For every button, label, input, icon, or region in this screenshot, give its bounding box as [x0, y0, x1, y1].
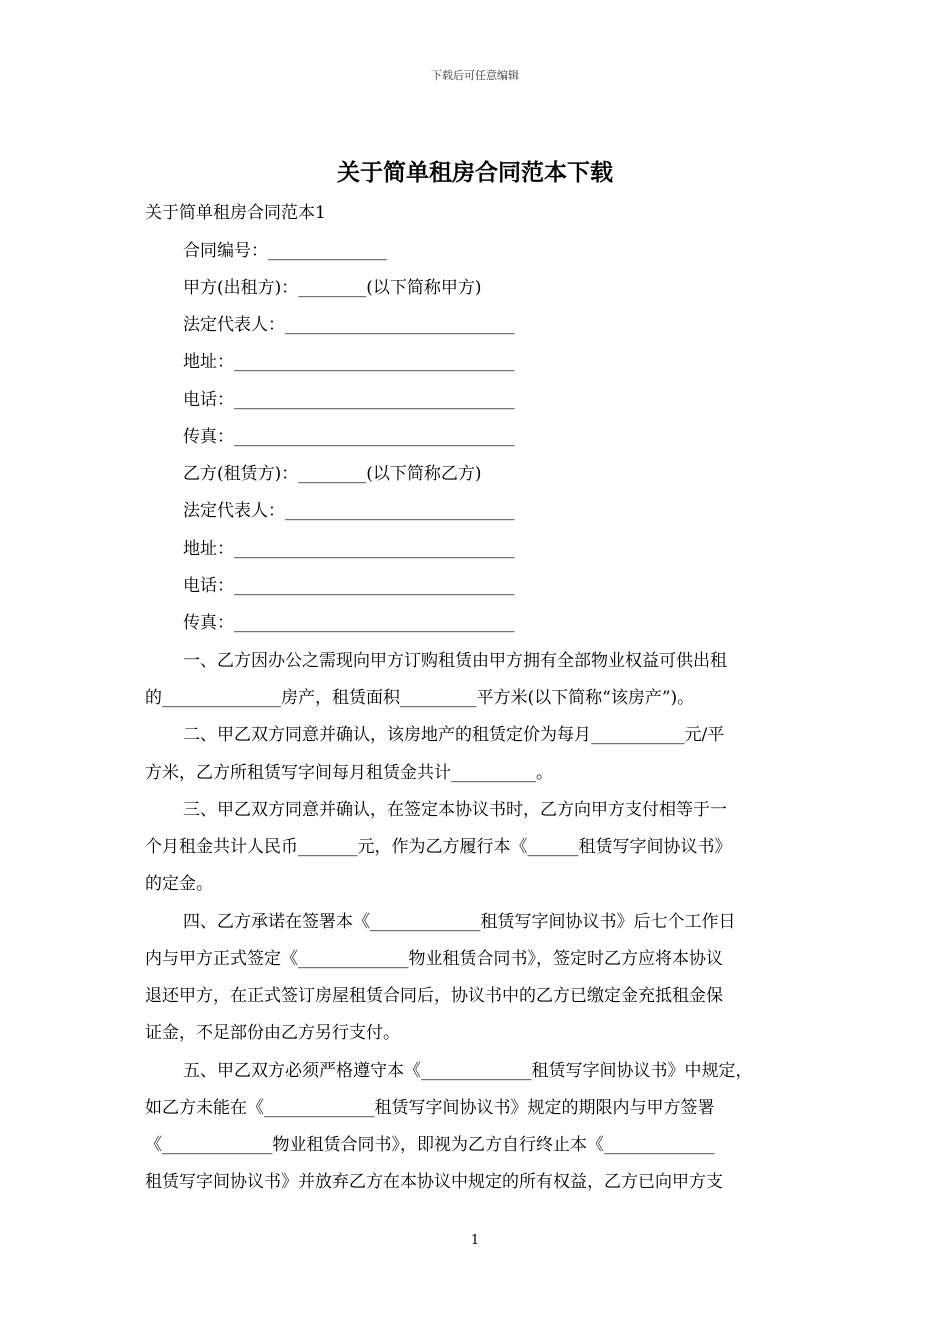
field-party-b-fax: 传真：_________________________________: [183, 613, 515, 633]
paragraph-3-line: 的定金。: [145, 874, 213, 894]
field-party-a-representative: 法定代表人：___________________________: [183, 315, 515, 335]
field-party-b-address: 地址：_________________________________: [183, 539, 515, 559]
paragraph-5-line: 《_____________物业租赁合同书》，即视为乙方自行终止本《_____________: [145, 1135, 715, 1155]
field-party-a: 甲方(出租方)：________(以下简称甲方): [183, 278, 482, 298]
field-party-b: 乙方(租赁方)：________(以下简称乙方): [183, 464, 482, 484]
field-party-a-address: 地址：_________________________________: [183, 352, 515, 372]
paragraph-2-line: 方米，乙方所租赁写字间每月租赁金共计__________。: [145, 763, 553, 783]
paragraph-3-line: 三、甲乙双方同意并确认，在签定本协议书时，乙方向甲方支付相等于一: [183, 800, 727, 820]
document-title: 关于简单租房合同范本下载: [337, 160, 613, 186]
paragraph-4-line: 退还甲方，在正式签订房屋租赁合同后，协议书中的乙方已缴定金充抵租金保: [145, 986, 723, 1006]
field-party-b-representative: 法定代表人：___________________________: [183, 501, 515, 521]
paragraph-4-line: 证金，不足部份由乙方另行支付。: [145, 1023, 400, 1043]
paragraph-5-line: 租赁写字间协议书》并放弃乙方在本协议中规定的所有权益，乙方已向甲方支: [145, 1172, 723, 1192]
page-header: 下载后可任意编辑: [431, 69, 519, 82]
paragraph-3-line: 个月租金共计人民币_______元，作为乙方履行本《______租赁写字间协议书》: [145, 837, 732, 857]
paragraph-1-line: 的______________房产，租赁面积_________平方米(以下简称“该房产”)。: [145, 688, 695, 708]
paragraph-5-line: 五、甲乙双方必须严格遵守本《_____________租赁写字间协议书》中规定，: [183, 1061, 753, 1081]
paragraph-2-line: 二、甲乙双方同意并确认，该房地产的租赁定价为每月___________元/平: [183, 725, 725, 745]
page-number: 1: [470, 1233, 480, 1248]
document-subtitle: 关于简单租房合同范本1: [145, 203, 326, 223]
paragraph-4-line: 内与甲方正式签定《_____________物业租赁合同书》，签定时乙方应将本协议: [145, 949, 723, 969]
field-party-a-phone: 电话：_________________________________: [183, 390, 515, 410]
field-party-a-fax: 传真：_________________________________: [183, 427, 515, 447]
field-party-b-phone: 电话：_________________________________: [183, 576, 515, 596]
paragraph-4-line: 四、乙方承诺在签署本《_____________租赁写字间协议书》后七个工作日: [183, 912, 736, 932]
paragraph-1-line: 一、乙方因办公之需现向甲方订购租赁由甲方拥有全部物业权益可供出租: [183, 651, 727, 671]
field-contract-number: 合同编号：______________: [183, 241, 387, 261]
paragraph-5-line: 如乙方未能在《_____________租赁写字间协议书》规定的期限内与甲方签署: [145, 1098, 715, 1118]
